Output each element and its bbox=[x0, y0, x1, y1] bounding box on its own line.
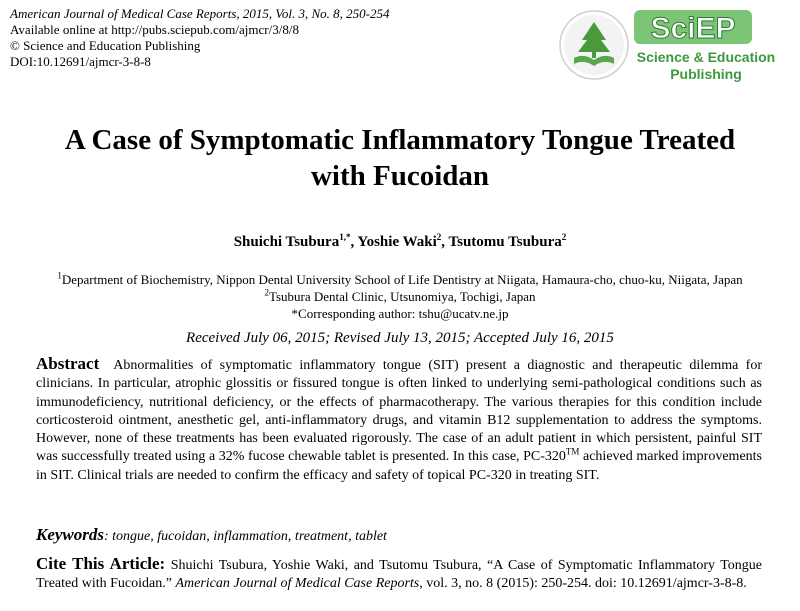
keywords-label: Keywords bbox=[36, 525, 104, 544]
available-online-line: Available online at http://pubs.sciepub.com/ajmcr/3/8/8 bbox=[10, 22, 299, 37]
logo-line1: Science & Education bbox=[636, 49, 776, 65]
cite-text-end: , vol. 3, no. 8 (2015): 250-254. doi: 10.12691/ajmcr-3-8-8. bbox=[419, 576, 747, 592]
corresponding-author: *Corresponding author: tshu@ucatv.ne.jp bbox=[291, 306, 509, 321]
keywords-section bbox=[36, 525, 762, 545]
author-name: Shuichi Tsubura bbox=[233, 234, 340, 250]
author-affiliation-mark: 2 bbox=[436, 232, 442, 242]
paper-title bbox=[0, 122, 800, 194]
affiliation-1 bbox=[0, 271, 800, 288]
trademark-mark: TM bbox=[565, 446, 580, 457]
affiliation-2 bbox=[0, 288, 800, 305]
journal-header bbox=[10, 6, 390, 70]
abstract-text: Abnormalities of symptomatic inflammatory tongue (SIT) present a diagnostic and therapeutic dilemma for clinicians. In particular, atrophic glossitis or fissured tongue is often linked to underlying semi-pathological conditions such as immunodeficiency, nutritional deficiency, or the effects of pharmacotherapy. The various therapies for this condition include corticosteroid ointment, anesthetic gel, anti-inflammatory drugs, and vitamin B12 supplementation to address the symptoms. However, none of these treatments has been evaluated rigorously. The case of an adult patient in which persistent, painful SIT was successfully treated using a 32% fucose chewable tablet is presented. In this case, PC-320 bbox=[36, 358, 763, 465]
citation-section bbox=[36, 555, 762, 594]
abstract-label: Abstract bbox=[36, 354, 100, 373]
journal-citation-line: American Journal of Medical Case Reports, 2015, Vol. 3, No. 8, 250-254 bbox=[10, 6, 390, 21]
keywords-list: : tongue, fucoidan, inflammation, treatment, tablet bbox=[104, 529, 387, 544]
title-line-1: A Case of Symptomatic Inflammatory Tongue Treated bbox=[64, 124, 736, 156]
author-separator: , bbox=[350, 234, 358, 250]
affiliation-2-mark: 2 bbox=[264, 287, 269, 298]
tree-book-icon bbox=[560, 11, 628, 79]
logo-name: SciEP bbox=[650, 12, 736, 45]
affiliation-2-text: Tsubura Dental Clinic, Utsunomiya, Tochigi, Japan bbox=[268, 289, 536, 304]
doi-line: DOI:10.12691/ajmcr-3-8-8 bbox=[10, 54, 151, 69]
affiliation-1-text: Department of Biochemistry, Nippon Dental University School of Life Dentistry at Niigata, Hamaura-cho, chuo-ku, Niigata, Japan bbox=[61, 272, 743, 287]
cite-text: Shuichi Tsubura, Yoshie Waki, and Tsutomu Tsubura, “A Case of Symptomatic Inflammatory Tongue Treated with Fucoidan.” bbox=[36, 558, 762, 592]
affiliations bbox=[0, 271, 800, 322]
author-name: Tsutomu Tsubura bbox=[448, 234, 562, 250]
cite-label: Cite This Article: bbox=[36, 554, 166, 573]
author-name: Yoshie Waki bbox=[357, 234, 437, 250]
copyright-line: © Science and Education Publishing bbox=[10, 38, 201, 53]
author-separator: , bbox=[441, 234, 449, 250]
received-dates: Received July 06, 2015; Revised July 13, 2015; Accepted July 16, 2015 bbox=[186, 330, 614, 346]
abstract-section bbox=[36, 355, 762, 485]
author-affiliation-mark: 1,* bbox=[339, 232, 351, 242]
logo-line2: Publishing bbox=[670, 66, 742, 82]
sciep-logo bbox=[556, 6, 792, 84]
title-line-2: with Fucoidan bbox=[310, 160, 490, 192]
author-affiliation-mark: 2 bbox=[561, 232, 567, 242]
abstract-text-continued: achieved marked improvements in SIT. Clinical trials are needed to confirm the efficacy and safety of topical PC-320 in treating SIT. bbox=[36, 449, 762, 483]
cite-journal: American Journal of Medical Case Reports bbox=[175, 576, 420, 592]
author-list bbox=[0, 234, 800, 251]
affiliation-1-mark: 1 bbox=[57, 270, 62, 281]
